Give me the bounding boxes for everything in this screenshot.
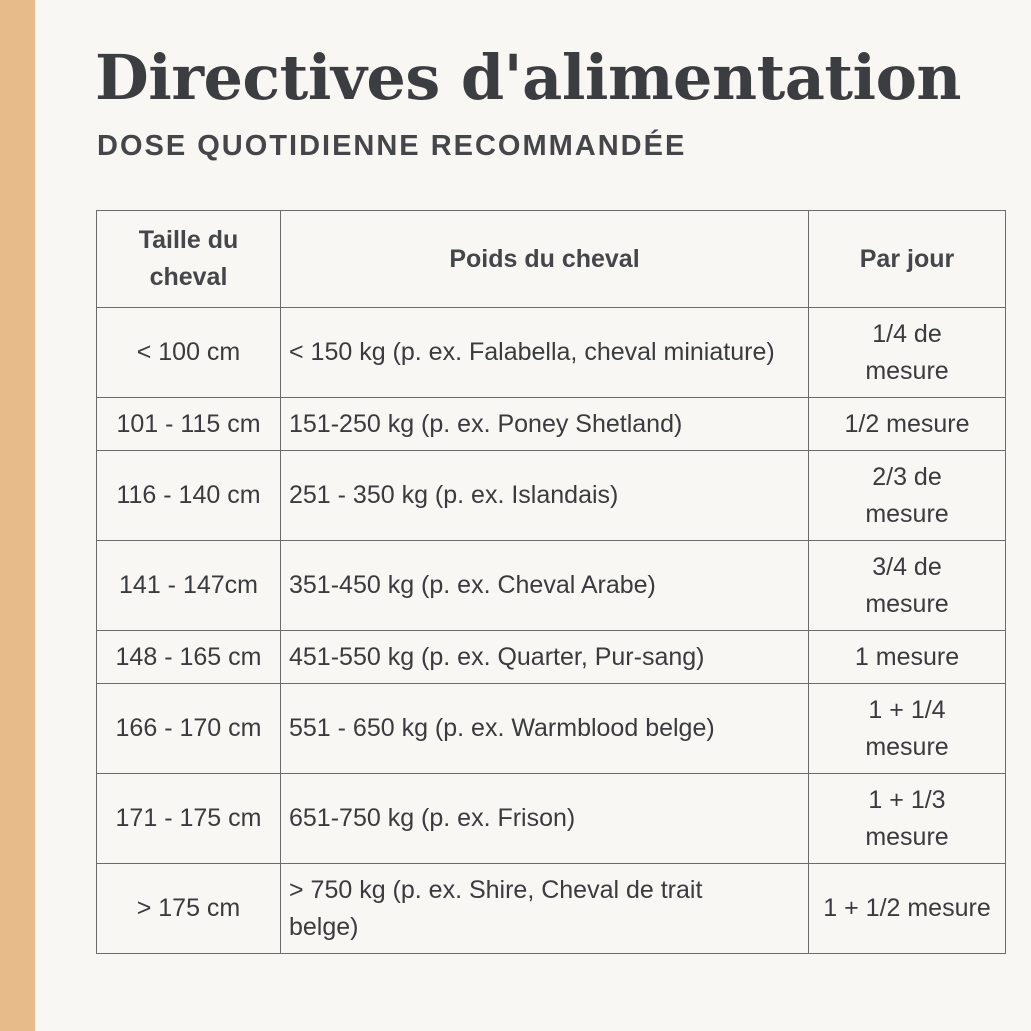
accent-bar — [0, 0, 35, 1031]
page-title: Directives d'alimentation — [95, 41, 962, 114]
table-row — [97, 398, 1006, 451]
table-row — [97, 774, 1006, 864]
cell-weight: 551 - 650 kg (p. ex. Warmblood belge) — [281, 684, 809, 774]
table-header-row — [97, 211, 1006, 308]
cell-size: 148 - 165 cm — [97, 631, 281, 684]
table-row — [97, 451, 1006, 541]
cell-dose: 1/2 mesure — [809, 398, 1006, 451]
cell-dose: 1 + 1/3 mesure — [809, 774, 1006, 864]
cell-size: > 175 cm — [97, 864, 281, 954]
table-row — [97, 684, 1006, 774]
cell-weight: 651-750 kg (p. ex. Frison) — [281, 774, 809, 864]
cell-size: 166 - 170 cm — [97, 684, 281, 774]
cell-dose: 3/4 de mesure — [809, 541, 1006, 631]
cell-dose: 1/4 de mesure — [809, 308, 1006, 398]
cell-dose: 2/3 de mesure — [809, 451, 1006, 541]
cell-dose: 1 mesure — [809, 631, 1006, 684]
table-row — [97, 308, 1006, 398]
cell-weight: 351-450 kg (p. ex. Cheval Arabe) — [281, 541, 809, 631]
cell-size: 116 - 140 cm — [97, 451, 281, 541]
header-dose: Par jour — [809, 211, 1006, 308]
table-row — [97, 541, 1006, 631]
table-row — [97, 631, 1006, 684]
table-row — [97, 864, 1006, 954]
cell-dose: 1 + 1/2 mesure — [809, 864, 1006, 954]
cell-weight: > 750 kg (p. ex. Shire, Cheval de trait belge) — [281, 864, 809, 954]
cell-weight: 151-250 kg (p. ex. Poney Shetland) — [281, 398, 809, 451]
feeding-table — [96, 210, 1006, 954]
cell-weight: 451-550 kg (p. ex. Quarter, Pur-sang) — [281, 631, 809, 684]
header-size: Taille du cheval — [97, 211, 281, 308]
page-subtitle: DOSE QUOTIDIENNE RECOMMANDÉE — [97, 130, 687, 162]
cell-size: < 100 cm — [97, 308, 281, 398]
cell-weight: 251 - 350 kg (p. ex. Islandais) — [281, 451, 809, 541]
cell-size: 101 - 115 cm — [97, 398, 281, 451]
header-weight: Poids du cheval — [281, 211, 809, 308]
cell-size: 141 - 147cm — [97, 541, 281, 631]
cell-dose: 1 + 1/4 mesure — [809, 684, 1006, 774]
cell-weight: < 150 kg (p. ex. Falabella, cheval miniature) — [281, 308, 809, 398]
cell-size: 171 - 175 cm — [97, 774, 281, 864]
